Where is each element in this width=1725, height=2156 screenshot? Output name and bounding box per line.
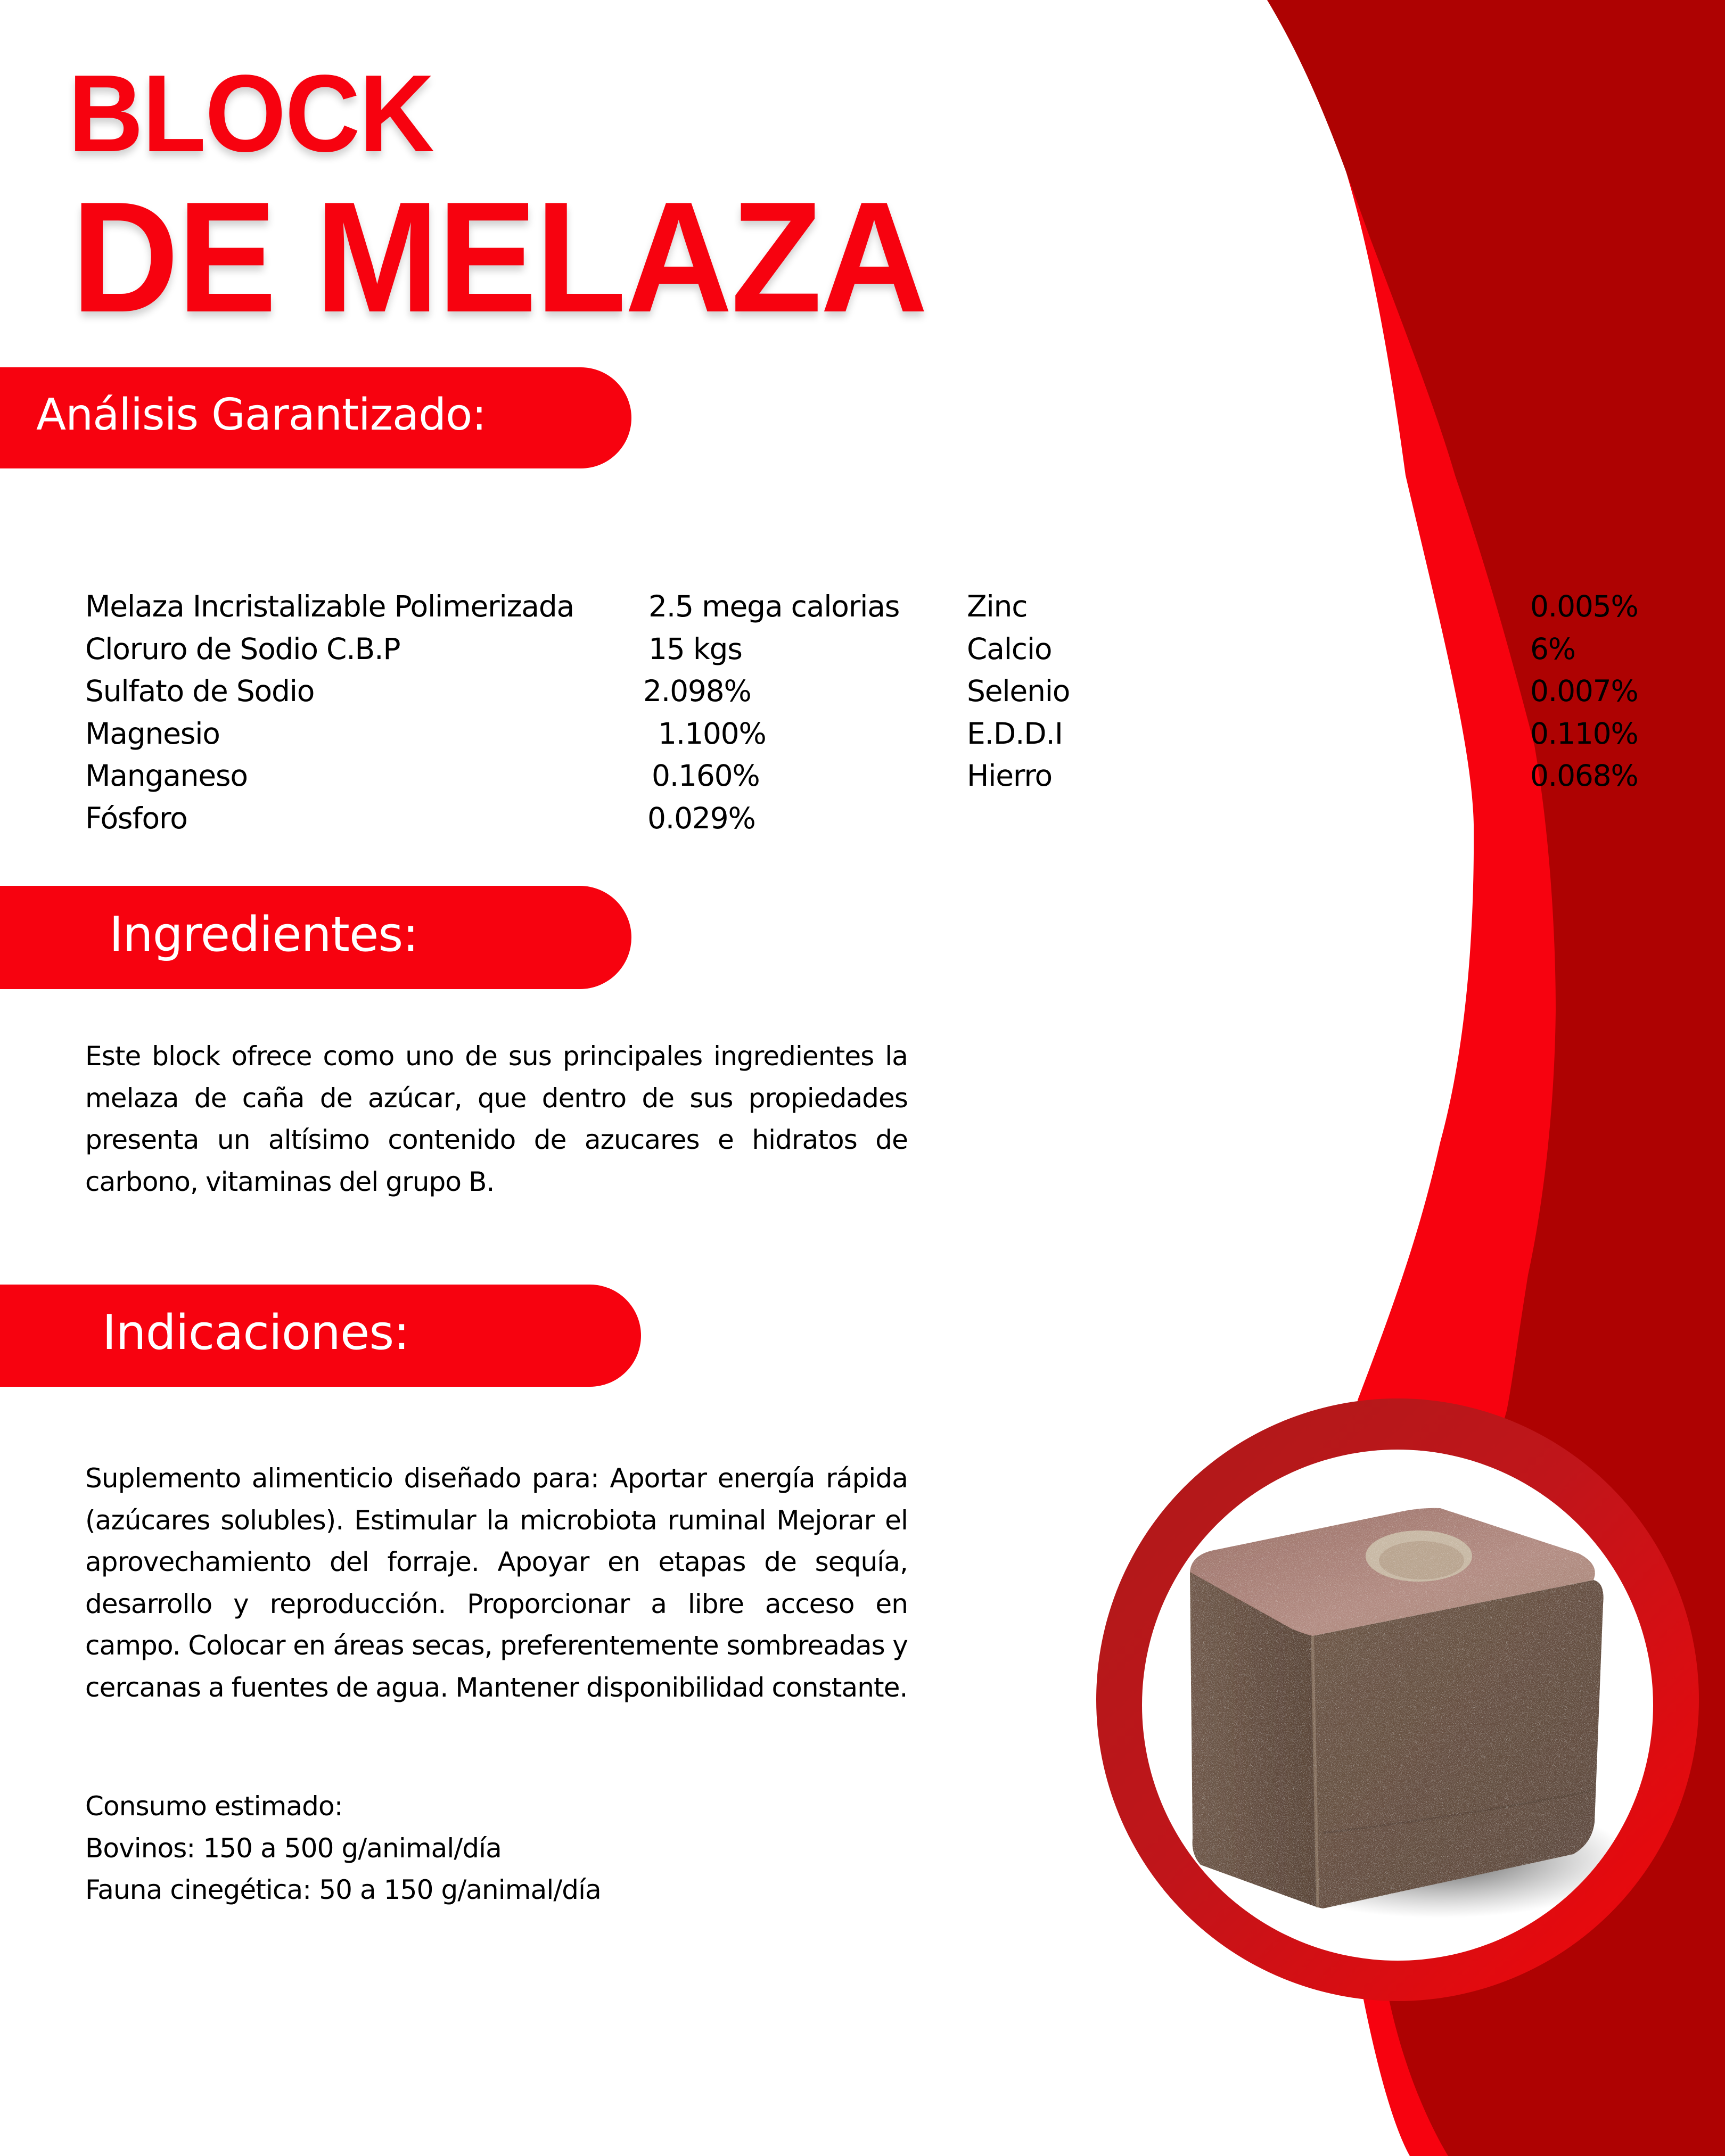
analysis-value: 2.098% [643,674,751,708]
product-image-frame [1142,1450,1653,1961]
consumo-line-fauna: Fauna cinegética: 50 a 150 g/animal/día [85,1874,601,1905]
section-title-indicaciones: Indicaciones: [102,1304,409,1361]
analysis-label: Cloruro de Sodio C.B.P [85,631,400,666]
molasses-block-image [1142,1450,1653,1961]
analysis-label: Zinc [967,589,1028,623]
section-title-ingredientes: Ingredientes: [109,906,418,962]
title-block: BLOCK [68,52,434,175]
section-header-ingredientes [0,886,631,989]
analysis-label: Manganeso [85,759,248,793]
analysis-label: Selenio [967,674,1070,708]
section-header-indicaciones [0,1285,641,1387]
section-header-analisis [0,367,631,468]
analysis-label: Hierro [967,759,1052,793]
analysis-value: 0.029% [647,801,755,835]
analysis-label: Melaza Incristalizable Polimerizada [85,589,574,623]
ingredientes-paragraph: Este block ofrece como uno de sus principales ingredientes la melaza de caña de azúcar, que dentro de sus propiedades presenta un altísimo contenido de azucares e hidratos de carbono, vitaminas del grupo B. [85,1041,908,1197]
product-image-ring [1096,1398,1699,2001]
title-de-melaza: DE MELAZA [71,169,927,345]
analysis-value: 2.5 mega calorias [648,589,900,623]
analysis-label: Calcio [967,631,1052,666]
consumo-heading: Consumo estimado: [85,1791,343,1822]
analysis-value: 15 kgs [648,631,742,666]
analysis-label: Sulfato de Sodio [85,674,315,708]
analysis-label: E.D.D.I [967,716,1063,751]
indicaciones-paragraph: Suplemento alimenticio diseñado para: Aportar energía rápida (azúcares solubles). Estimular la microbiota ruminal Mejorar el aprovechamiento del forraje. Apoyar en etapas de sequía, desarrollo y reproducción. Proporcionar a libre acceso en campo. Colocar en áreas secas, preferentemente sombreadas y cercanas a fuentes de agua. Mantener disponibilidad constante. [85,1463,908,1703]
analysis-value: 0.160% [652,759,760,793]
analysis-label: Magnesio [85,716,220,751]
analysis-value: 1.100% [658,716,766,751]
section-title-analisis: Análisis Garantizado: [36,389,486,440]
analysis-label: Fósforo [85,801,187,835]
consumo-estimado [85,1785,601,1911]
consumo-line-bovinos: Bovinos: 150 a 500 g/animal/día [85,1832,502,1864]
